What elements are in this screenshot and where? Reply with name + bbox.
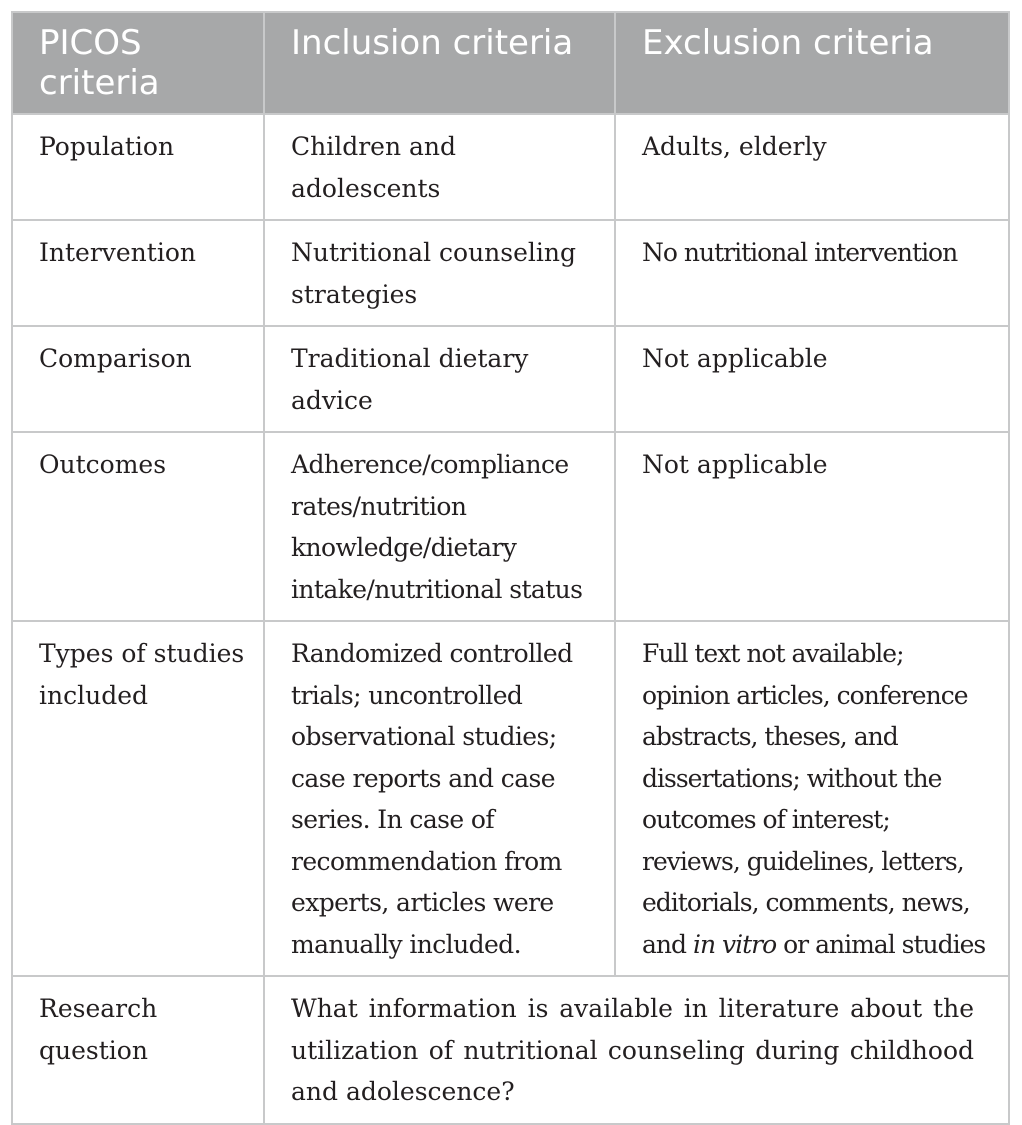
table-row — [12, 114, 1009, 220]
exclusion-text-part: Full text not available; opinion articles, conference abstracts, theses, and dissertations; without the outcomes of interest; reviews, guidelines, letters, editorials, comments, news, and — [642, 639, 970, 959]
table-row — [12, 220, 1009, 326]
table-row — [12, 621, 1009, 976]
inclusion-cell: Children and adolescents — [264, 114, 615, 220]
criterion-cell: Outcomes — [12, 432, 264, 621]
table-row — [12, 326, 1009, 432]
exclusion-cell: Adults, elderly — [615, 114, 1009, 220]
criterion-cell: Intervention — [12, 220, 264, 326]
exclusion-text-part: or animal studies — [776, 929, 986, 959]
research-question-cell: What information is available in literature about the utilization of nutritional counseling during childhood and adolescence? — [264, 976, 1009, 1124]
criterion-cell: Types of studies included — [12, 621, 264, 976]
exclusion-cell: Not applicable — [615, 326, 1009, 432]
inclusion-cell: Adherence/compliance rates/nutrition knowledge/dietary intake/nutritional status — [264, 432, 615, 621]
header-picos-criteria: PICOS criteria — [12, 12, 264, 114]
criterion-cell: Population — [12, 114, 264, 220]
criterion-cell: Research question — [12, 976, 264, 1124]
inclusion-cell: Randomized controlled trials; uncontrolled observational studies; case reports and case series. In case of recommendation from experts, articles were manually included. — [264, 621, 615, 976]
exclusion-cell: Not applicable — [615, 432, 1009, 621]
exclusion-italic-text: in vitro — [692, 929, 777, 959]
header-row — [12, 12, 1009, 114]
picos-criteria-table — [11, 11, 1010, 1125]
header-inclusion-criteria: Inclusion criteria — [264, 12, 615, 114]
criterion-cell: Comparison — [12, 326, 264, 432]
header-exclusion-criteria: Exclusion criteria — [615, 12, 1009, 114]
table-row — [12, 432, 1009, 621]
picos-table-container — [11, 11, 1008, 1125]
inclusion-cell: Nutritional counseling strategies — [264, 220, 615, 326]
inclusion-cell: Traditional dietary advice — [264, 326, 615, 432]
exclusion-cell — [615, 621, 1009, 976]
research-question-row — [12, 976, 1009, 1124]
exclusion-cell: No nutritional intervention — [615, 220, 1009, 326]
